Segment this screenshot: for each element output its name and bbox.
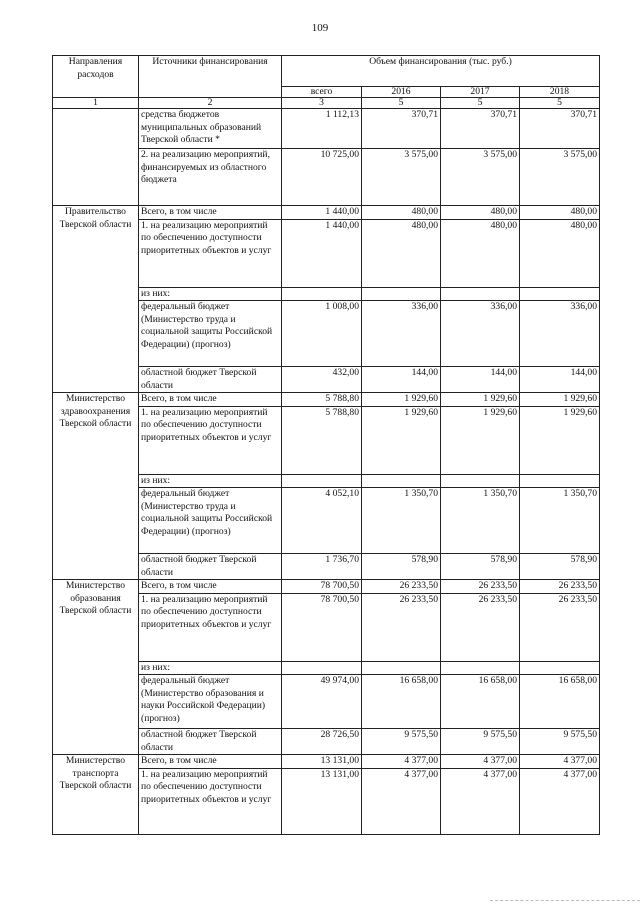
- value-2016-cell: 3 575,00: [362, 149, 441, 206]
- table-row: [53, 109, 600, 149]
- column-index: 5: [520, 98, 600, 109]
- value-2018-cell: 9 575,50: [520, 729, 600, 755]
- source-cell: областной бюджет Тверской области: [139, 554, 282, 580]
- total-cell: 13 131,00: [282, 755, 362, 769]
- value-2018-cell: [520, 287, 600, 301]
- source-cell: 1. на реализацию мероприятий по обеспечению доступности приоритетных объектов и услуг: [139, 593, 282, 661]
- source-cell: Всего, в том числе: [139, 755, 282, 769]
- header-source: Источники финансирования: [139, 56, 282, 98]
- value-2017-cell: 578,90: [441, 554, 520, 580]
- source-cell: Всего, в том числе: [139, 580, 282, 594]
- value-2016-cell: 370,71: [362, 109, 441, 149]
- value-2017-cell: 1 929,60: [441, 393, 520, 407]
- value-2017-cell: 480,00: [441, 206, 520, 220]
- column-index: 3: [282, 98, 362, 109]
- value-2017-cell: 26 233,50: [441, 580, 520, 594]
- value-2017-cell: 1 929,60: [441, 406, 520, 474]
- column-index: 5: [362, 98, 441, 109]
- value-2016-cell: 578,90: [362, 554, 441, 580]
- value-2017-cell: 480,00: [441, 219, 520, 287]
- source-cell: федеральный бюджет (Министерство труда и социальной защиты Российской Федерации) (прогноз): [139, 301, 282, 367]
- table-row: [53, 755, 600, 769]
- value-2016-cell: 9 575,50: [362, 729, 441, 755]
- header-year-2018: 2018: [520, 87, 600, 98]
- scan-edge-mark: [490, 900, 640, 903]
- value-2017-cell: 336,00: [441, 301, 520, 367]
- total-cell: 5 788,80: [282, 393, 362, 407]
- value-2018-cell: 1 929,60: [520, 406, 600, 474]
- table-row: [53, 206, 600, 220]
- source-cell: из них:: [139, 661, 282, 675]
- column-index: 1: [53, 98, 139, 109]
- column-index: 2: [139, 98, 282, 109]
- value-2018-cell: 370,71: [520, 109, 600, 149]
- header-direction: Направления расходов: [53, 56, 139, 98]
- value-2016-cell: [362, 287, 441, 301]
- total-cell: 432,00: [282, 367, 362, 393]
- value-2018-cell: 480,00: [520, 206, 600, 220]
- value-2017-cell: 370,71: [441, 109, 520, 149]
- value-2018-cell: 26 233,50: [520, 593, 600, 661]
- value-2017-cell: [441, 661, 520, 675]
- total-cell: [282, 287, 362, 301]
- direction-cell: Правительство Тверской области: [53, 206, 139, 393]
- value-2016-cell: [362, 474, 441, 488]
- source-cell: Всего, в том числе: [139, 206, 282, 220]
- value-2016-cell: 16 658,00: [362, 675, 441, 729]
- total-cell: 49 974,00: [282, 675, 362, 729]
- value-2018-cell: 1 350,70: [520, 488, 600, 554]
- value-2016-cell: 480,00: [362, 219, 441, 287]
- total-cell: 78 700,50: [282, 593, 362, 661]
- value-2018-cell: [520, 474, 600, 488]
- header-volume: Объем финансирования (тыс. руб.): [282, 56, 600, 87]
- value-2018-cell: 578,90: [520, 554, 600, 580]
- total-cell: 4 052,10: [282, 488, 362, 554]
- value-2017-cell: 4 377,00: [441, 768, 520, 834]
- source-cell: Всего, в том числе: [139, 393, 282, 407]
- value-2016-cell: 4 377,00: [362, 768, 441, 834]
- value-2018-cell: 16 658,00: [520, 675, 600, 729]
- value-2017-cell: [441, 287, 520, 301]
- value-2018-cell: 336,00: [520, 301, 600, 367]
- total-cell: 13 131,00: [282, 768, 362, 834]
- value-2017-cell: 3 575,00: [441, 149, 520, 206]
- source-cell: федеральный бюджет (Министерство образования и науки Российской Федерации) (прогноз): [139, 675, 282, 729]
- value-2017-cell: 9 575,50: [441, 729, 520, 755]
- value-2018-cell: 1 929,60: [520, 393, 600, 407]
- source-cell: областной бюджет Тверской области: [139, 729, 282, 755]
- value-2018-cell: 480,00: [520, 219, 600, 287]
- value-2017-cell: 16 658,00: [441, 675, 520, 729]
- total-cell: 28 726,50: [282, 729, 362, 755]
- total-cell: 1 440,00: [282, 206, 362, 220]
- value-2017-cell: 1 350,70: [441, 488, 520, 554]
- value-2017-cell: 144,00: [441, 367, 520, 393]
- source-cell: из них:: [139, 287, 282, 301]
- source-cell: из них:: [139, 474, 282, 488]
- value-2018-cell: 4 377,00: [520, 755, 600, 769]
- value-2017-cell: 26 233,50: [441, 593, 520, 661]
- total-cell: 10 725,00: [282, 149, 362, 206]
- value-2016-cell: 336,00: [362, 301, 441, 367]
- source-cell: 1. на реализацию мероприятий по обеспечению доступности приоритетных объектов и услуг: [139, 219, 282, 287]
- table-row: [53, 393, 600, 407]
- value-2016-cell: 144,00: [362, 367, 441, 393]
- value-2016-cell: 26 233,50: [362, 593, 441, 661]
- value-2016-cell: 1 350,70: [362, 488, 441, 554]
- value-2018-cell: 4 377,00: [520, 768, 600, 834]
- value-2016-cell: [362, 661, 441, 675]
- page-number: 109: [311, 22, 329, 34]
- value-2018-cell: 144,00: [520, 367, 600, 393]
- direction-cell: Министерство образования Тверской области: [53, 580, 139, 755]
- total-cell: 5 788,80: [282, 406, 362, 474]
- value-2016-cell: 26 233,50: [362, 580, 441, 594]
- value-2016-cell: 1 929,60: [362, 406, 441, 474]
- total-cell: 1 736,70: [282, 554, 362, 580]
- table-row: [53, 580, 600, 594]
- total-cell: 78 700,50: [282, 580, 362, 594]
- header-total: всего: [282, 87, 362, 98]
- source-cell: 1. на реализацию мероприятий по обеспечению доступности приоритетных объектов и услуг: [139, 406, 282, 474]
- financing-table: [52, 55, 600, 835]
- total-cell: [282, 474, 362, 488]
- value-2018-cell: 3 575,00: [520, 149, 600, 206]
- value-2016-cell: 480,00: [362, 206, 441, 220]
- total-cell: [282, 661, 362, 675]
- header-year-2016: 2016: [362, 87, 441, 98]
- value-2017-cell: 4 377,00: [441, 755, 520, 769]
- total-cell: 1 440,00: [282, 219, 362, 287]
- value-2018-cell: 26 233,50: [520, 580, 600, 594]
- total-cell: 1 112,13: [282, 109, 362, 149]
- source-cell: 2. на реализацию мероприятий, финансируемых из областного бюджета: [139, 149, 282, 206]
- source-cell: 1. на реализацию мероприятий по обеспечению доступности приоритетных объектов и услуг: [139, 768, 282, 834]
- direction-cell-empty: [53, 109, 139, 206]
- value-2017-cell: [441, 474, 520, 488]
- direction-cell: Министерство транспорта Тверской области: [53, 755, 139, 835]
- source-cell: средства бюджетов муниципальных образований Тверской области *: [139, 109, 282, 149]
- value-2016-cell: 4 377,00: [362, 755, 441, 769]
- source-cell: областной бюджет Тверской области: [139, 367, 282, 393]
- total-cell: 1 008,00: [282, 301, 362, 367]
- source-cell: федеральный бюджет (Министерство труда и социальной защиты Российской Федерации) (прогноз): [139, 488, 282, 554]
- value-2018-cell: [520, 661, 600, 675]
- header-year-2017: 2017: [441, 87, 520, 98]
- column-index: 5: [441, 98, 520, 109]
- direction-cell: Министерство здравоохранения Тверской области: [53, 393, 139, 580]
- value-2016-cell: 1 929,60: [362, 393, 441, 407]
